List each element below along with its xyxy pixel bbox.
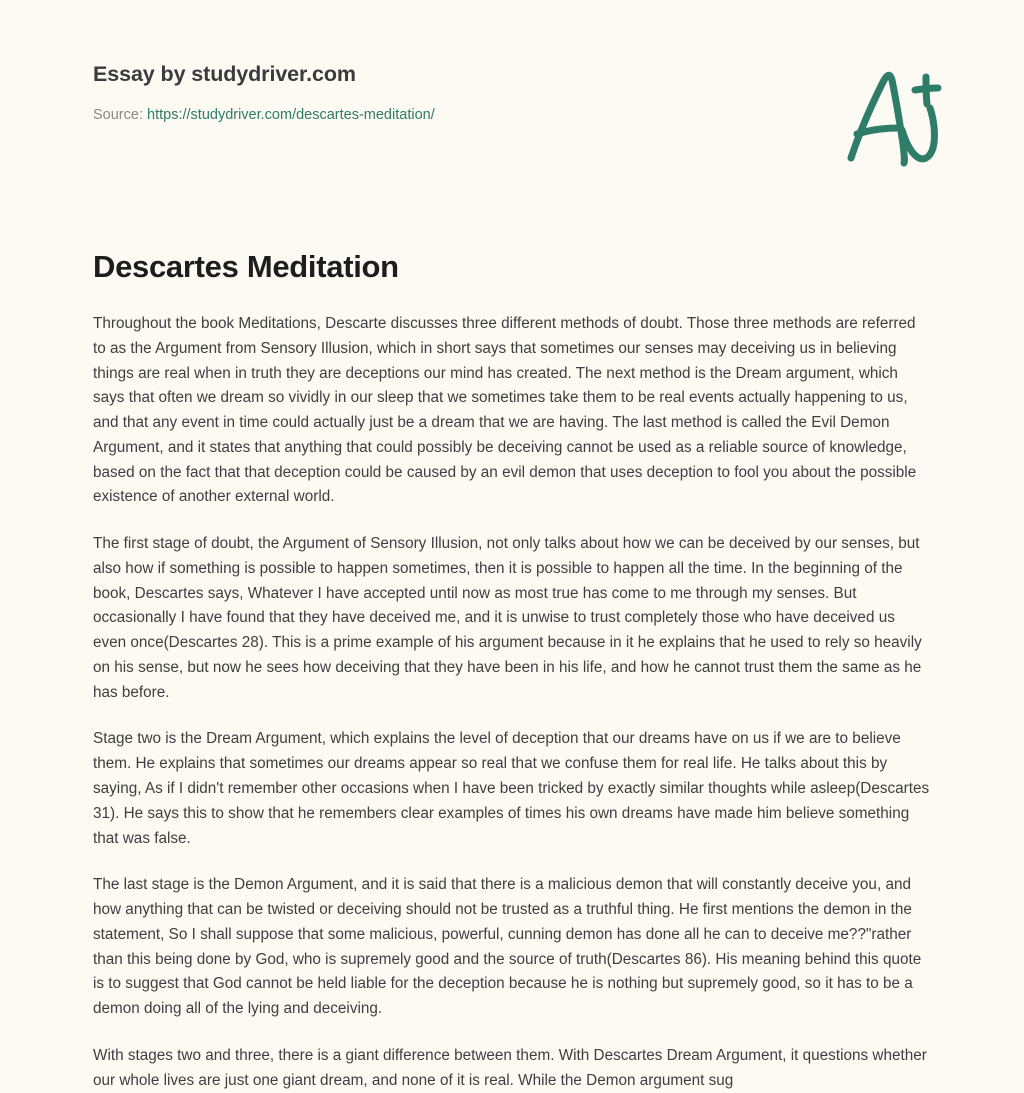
- source-line: [93, 106, 713, 125]
- essay-byline: Essay by studydriver.com: [93, 62, 356, 86]
- paragraph: Throughout the book Meditations, Descarte discusses three different methods of doubt. Those three methods are referred to as the Argument from Sensory Illusion, which in short says that sometimes our senses may deceiving us in believing things are real when in truth they are deceptions our mind has created. The next method is the Dream argument, which says that often we dream so vividly in our sleep that we sometimes take them to be real events actually happening to us, and that any event in time could actually just be a dream that we are having. The last method is called the Evil Demon Argument, and it states that anything that could possibly be deceiving cannot be used as a reliable source of knowledge, based on the fact that that deception could be caused by an evil demon that uses deception to fool you about the possible existence of another external world.: [93, 315, 917, 506]
- source-url-link[interactable]: https://studydriver.com/descartes-meditation/: [147, 106, 435, 123]
- paragraph: Stage two is the Dream Argument, which explains the level of deception that our dreams have on us if we are to believe them. He explains that sometimes our dreams appear so real that we confuse them for real life. He talks about this by saying, As if I didn't remember other occasions when I have been tricked by exactly similar thoughts while asleep(Descartes 31). He says this to show that he remembers clear examples of times his own dreams have made him believe something that was false.: [93, 730, 930, 847]
- paragraph: The first stage of doubt, the Argument of Sensory Illusion, not only talks about how we can be deceived by our senses, but also how if something is possible to happen sometimes, then it is possible to happen all the time. In the beginning of the book, Descartes says, Whatever I have accepted until now as most true has come to me through my senses. But occasionally I have found that they have deceived me, and it is unwise to trust completely those who have deceived us even once(Descartes 28). This is a prime example of his argument because in it he explains that he used to rely so heavily on his sense, but now he sees how deceiving that they have been in his life, and how he cannot trust them the same as he has before.: [93, 535, 922, 701]
- page-title: Descartes Meditation: [93, 249, 399, 284]
- paragraph: The last stage is the Demon Argument, and it is said that there is a malicious demon that will constantly deceive you, and how anything that can be twisted or deceiving should not be trusted as a truthful thing. He first mentions the demon in the statement, So I shall suppose that some malicious, powerful, cunning demon has done all he can to deceive me??"rather than this being done by God, who is supremely good and the source of truth(Descartes 86). His meaning behind this quote is to suggest that God cannot be held liable for the deception because he is nothing but supremely good, so it has to be a demon doing all of the lying and deceiving.: [93, 876, 922, 1018]
- studydriver-a-plus-logo-icon: [831, 62, 951, 172]
- page-header: [0, 0, 1024, 200]
- paragraph: With stages two and three, there is a giant difference between them. With Descartes Dream Argument, it questions whether our whole lives are just one giant dream, and none of it is real. While the Demon argument sug: [93, 1046, 927, 1089]
- source-label: Source:: [93, 106, 143, 123]
- header-left-block: [93, 62, 713, 125]
- essay-body: [93, 312, 931, 1093]
